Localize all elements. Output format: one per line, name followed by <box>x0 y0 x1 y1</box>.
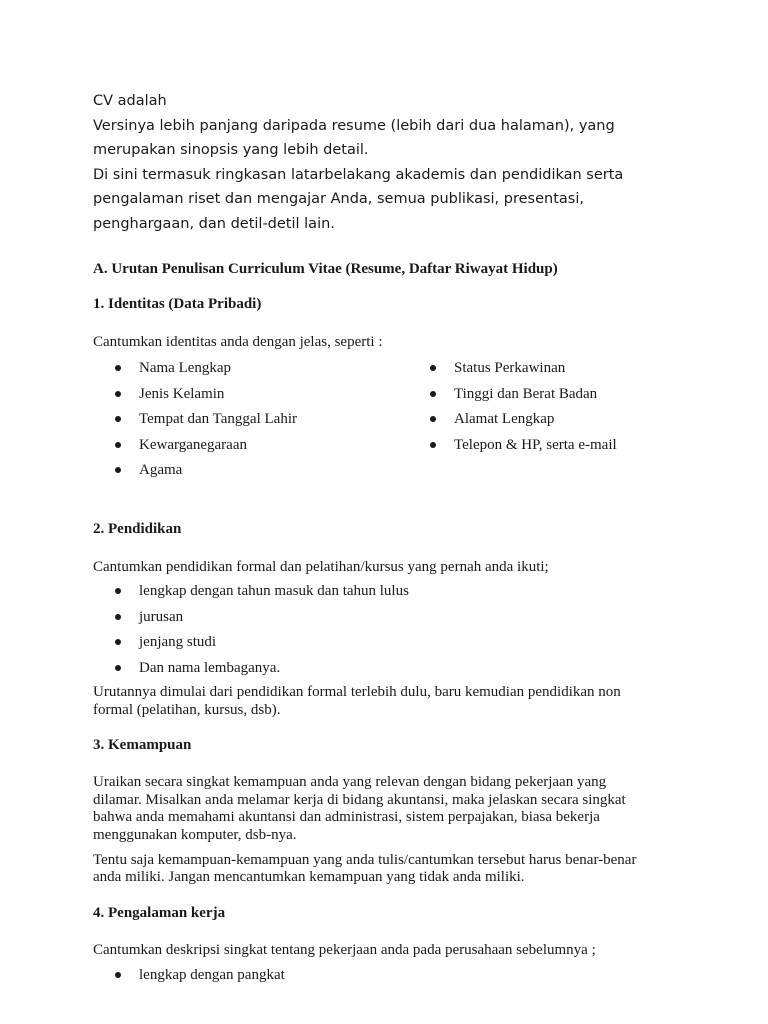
bullet-icon <box>115 442 121 448</box>
kemampuan-heading: 3. Kemampuan <box>93 737 192 753</box>
identitas-right-list <box>430 359 617 461</box>
intro-line: penghargaan, dan detil-detil lain. <box>93 215 335 232</box>
pendidikan-heading: 2. Pendidikan <box>93 521 182 537</box>
kemampuan-para1-line: dilamar. Misalkan anda melamar kerja di bidang akuntansi, maka jelaskan secara singkat <box>93 792 626 808</box>
bullet-icon <box>115 365 121 371</box>
bullet-icon <box>115 972 121 978</box>
list-item: Agama <box>115 461 297 487</box>
pengalaman-heading: 4. Pengalaman kerja <box>93 905 226 921</box>
intro-line: merupakan sinopsis yang lebih detail. <box>93 142 369 159</box>
kemampuan-para1-line: Uraikan secara singkat kemampuan anda yang relevan dengan bidang pekerjaan yang <box>93 774 607 790</box>
pendidikan-lead: Cantumkan pendidikan formal dan pelatihan/kursus yang pernah anda ikuti; <box>93 559 549 575</box>
intro-line: pengalaman riset dan mengajar Anda, semua publikasi, presentasi, <box>93 191 584 208</box>
kemampuan-para1-line: menggunakan komputer, dsb-nya. <box>93 827 297 843</box>
bullet-icon <box>115 614 121 620</box>
kemampuan-para2-line: anda miliki. Jangan mencantumkan kemampuan yang tidak anda miliki. <box>93 869 525 885</box>
list-item: Telepon & HP, serta e-mail <box>430 436 617 462</box>
intro-line: Versinya lebih panjang daripada resume (lebih dari dua halaman), yang <box>93 117 615 134</box>
bullet-icon <box>115 416 121 422</box>
section-a-heading: A. Urutan Penulisan Curriculum Vitae (Resume, Daftar Riwayat Hidup) <box>93 261 558 277</box>
list-item: Tinggi dan Berat Badan <box>430 385 617 411</box>
pengalaman-list <box>115 966 285 992</box>
identitas-lead: Cantumkan identitas anda dengan jelas, seperti : <box>93 334 383 350</box>
list-item: Dan nama lembaganya. <box>115 659 409 685</box>
kemampuan-para2-line: Tentu saja kemampuan-kemampuan yang anda tulis/cantumkan tersebut harus benar-benar <box>93 852 637 868</box>
bullet-icon <box>115 665 121 671</box>
list-item: Status Perkawinan <box>430 359 617 385</box>
list-item: lengkap dengan pangkat <box>115 966 285 992</box>
list-item: Kewarganegaraan <box>115 436 297 462</box>
bullet-icon <box>115 467 121 473</box>
pendidikan-note-line1: Urutannya dimulai dari pendidikan formal terlebih dulu, baru kemudian pendidikan non <box>93 684 621 700</box>
bullet-icon <box>115 588 121 594</box>
list-item: Nama Lengkap <box>115 359 297 385</box>
pendidikan-list <box>115 582 409 684</box>
list-item: jenjang studi <box>115 633 409 659</box>
bullet-icon <box>430 416 436 422</box>
kemampuan-para1-line: bahwa anda memahami akuntansi dan administrasi, sistem perpajakan, biasa bekerja <box>93 809 600 825</box>
list-item: lengkap dengan tahun masuk dan tahun lulus <box>115 582 409 608</box>
bullet-icon <box>430 365 436 371</box>
identitas-heading: 1. Identitas (Data Pribadi) <box>93 296 262 312</box>
pengalaman-lead: Cantumkan deskripsi singkat tentang pekerjaan anda pada perusahaan sebelumnya ; <box>93 942 596 958</box>
bullet-icon <box>430 442 436 448</box>
intro-paragraph <box>93 89 733 237</box>
intro-line: Di sini termasuk ringkasan latarbelakang akademis dan pendidikan serta <box>93 166 624 183</box>
list-item: Alamat Lengkap <box>430 410 617 436</box>
identitas-left-list <box>115 359 297 487</box>
list-item: jurusan <box>115 608 409 634</box>
intro-line: CV adalah <box>93 93 167 109</box>
bullet-icon <box>115 639 121 645</box>
list-item: Jenis Kelamin <box>115 385 297 411</box>
bullet-icon <box>430 391 436 397</box>
list-item: Tempat dan Tanggal Lahir <box>115 410 297 436</box>
bullet-icon <box>115 391 121 397</box>
pendidikan-note-line2: formal (pelatihan, kursus, dsb). <box>93 702 281 718</box>
